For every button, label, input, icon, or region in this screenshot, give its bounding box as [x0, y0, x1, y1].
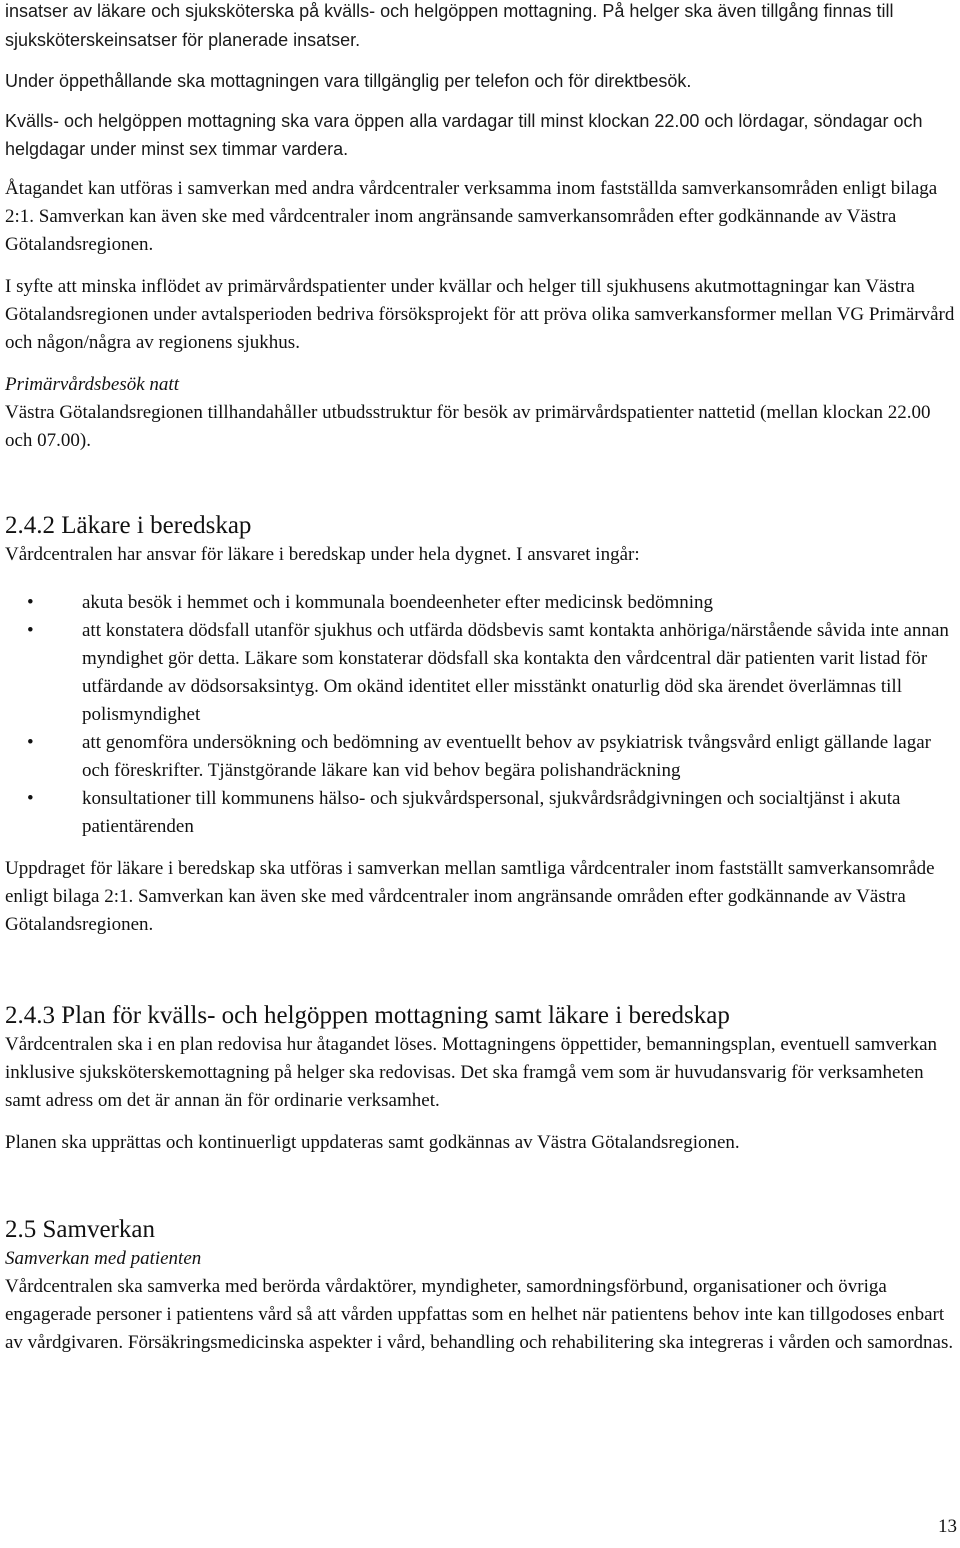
subheading-samverkan-med-patienten: Samverkan med patienten — [5, 1248, 202, 1269]
night-visits-text: Västra Götalandsregionen tillhandahåller utbudsstruktur för besök av primärvårdspatienter nattetid (mellan klockan 22.00 och 07.00). — [5, 402, 931, 451]
list-item-text: akuta besök i hemmet och i kommunala boendeenheter efter medicinsk bedömning — [82, 592, 714, 613]
heading-2-4-3: 2.4.3 Plan för kvälls- och helgöppen mottagning samt läkare i beredskap — [5, 1002, 730, 1029]
list-item-text: att genomföra undersökning och bedömning av eventuellt behov av psykiatrisk tvångsvård enligt gällande lagar och föreskrifter. Tjänstgörande läkare kan vid behov begära polishandräckning — [82, 732, 931, 781]
paragraph-availability: Under öppethållande ska mottagningen vara tillgänglig per telefon och för direktbesök. — [5, 71, 692, 91]
section-night-visits — [5, 371, 957, 455]
bullet-icon: • — [27, 732, 34, 753]
paragraph-on-call-cooperation: Uppdraget för läkare i beredskap ska utföras i samverkan mellan samtliga vårdcentraler inom fastställt samverkansområde enligt bilaga 2:1. Samverkan kan även ske med vårdcentraler inom angränsande områden efter godkännande av Västra Götalandsregionen. — [5, 858, 935, 935]
paragraph-samverkan: Vårdcentralen ska samverka med berörda vårdaktörer, myndigheter, samordningsförbund, organisationer och övriga engagerade personer i patientens vård så att vården uppfattas som en helhet när patientens behov inte kan tillgodoses enbart av vårdgivaren. Försäkringsmedicinska aspekter i vård, behandling och rehabilitering ska integreras i vården och samordnas. — [5, 1276, 954, 1353]
bullet-icon: • — [27, 620, 34, 641]
paragraph-plan-description: Vårdcentralen ska i en plan redovisa hur åtagandet löses. Mottagningens öppettider, bemanningsplan, eventuell samverkan inklusive sjuksköterskemottagning på helger ska redovisas. Det ska framgå vem som är huvudansvarig för verksamheten samt adress om det är annan än för ordinarie verksamhet. — [5, 1034, 938, 1111]
night-visits-title: Primärvårdsbesök natt — [5, 374, 179, 395]
bullet-icon: • — [27, 788, 34, 809]
paragraph-evening-staffing — [5, 0, 957, 55]
paragraph-on-call-intro: Vårdcentralen har ansvar för läkare i beredskap under hela dygnet. I ansvaret ingår: — [5, 544, 640, 565]
list-item — [5, 785, 957, 841]
on-call-responsibilities-list — [5, 589, 957, 841]
document-page — [5, 0, 957, 1371]
bullet-icon: • — [27, 592, 34, 613]
paragraph-cooperation: Åtagandet kan utföras i samverkan med andra vårdcentraler verksamma inom fastställda samverkansområden enligt bilaga 2:1. Samverkan kan även ske med vårdcentraler inom angränsande samverkansområden efter godkännande av Västra Götalandsregionen. — [5, 178, 938, 255]
paragraph-opening-hours: Kvälls- och helgöppen mottagning ska vara öppen alla vardagar till minst klockan 22.00 och lördagar, söndagar och helgdagar under minst sex timmar vardera. — [5, 111, 923, 159]
list-item — [5, 589, 957, 617]
page-number: 13 — [938, 1516, 957, 1537]
list-item-text: att konstatera dödsfall utanför sjukhus och utfärda dödsbevis samt kontakta anhöriga/närstående såvida inte annan myndighet gör detta. Läkare som konstaterar dödsfall ska kontakta den vårdcentral där patienten varit listad för utfärdande av dödsorsaksintyg. Om okänd identitet eller misstänkt onaturlig död ska ärendet överlämnas till polismyndighet — [82, 620, 949, 725]
paragraph-plan-approval: Planen ska upprättas och kontinuerligt uppdateras samt godkännas av Västra Götalandsregionen. — [5, 1132, 740, 1153]
list-item — [5, 617, 957, 729]
heading-2-4-2: 2.4.2 Läkare i beredskap — [5, 512, 252, 539]
heading-2-5: 2.5 Samverkan — [5, 1216, 155, 1243]
paragraph-pilot-projects: I syfte att minska inflödet av primärvårdspatienter under kvällar och helger till sjukhusens akutmottagningar kan Västra Götalandsregionen under avtalsperioden bedriva försöksprojekt för att pröva olika samverkansformer mellan VG Primärvård och någon/några av regionens sjukhus. — [5, 276, 955, 353]
list-item-text: konsultationer till kommunens hälso- och sjukvårdspersonal, sjukvårdsrådgivningen och socialtjänst i akuta patientärenden — [82, 788, 901, 837]
list-item — [5, 729, 957, 785]
paragraph-text: insatser av läkare och sjuksköterska på kvälls- och helgöppen mottagning. På helger ska även tillgång finnas till sjuksköterskeinsatser för planerade insatser. — [5, 1, 894, 50]
